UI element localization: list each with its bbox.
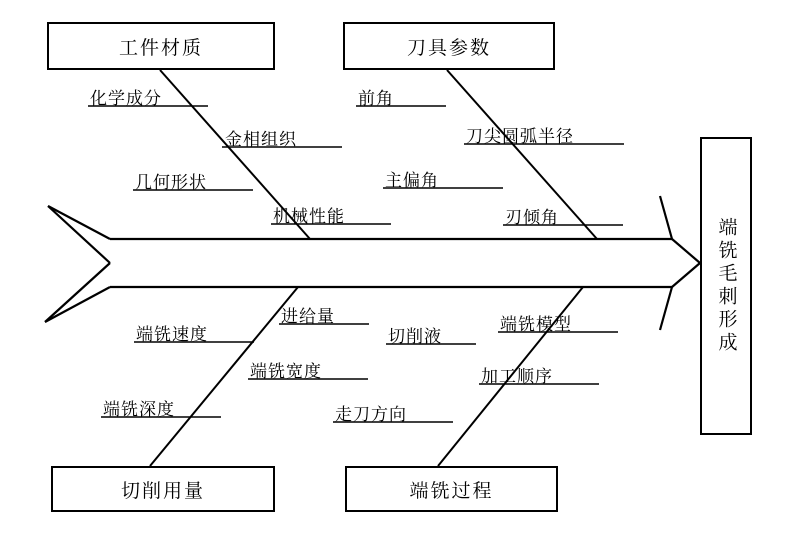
cause-label-edge-inclination-angle: 刃倾角 xyxy=(505,208,559,227)
cause-label-chemical-composition: 化学成分 xyxy=(90,89,162,108)
cause-label-nose-radius: 刀尖圆弧半径 xyxy=(466,127,574,146)
cause-label-feed-rate: 进给量 xyxy=(281,307,335,326)
category-box-cutting-amount[interactable] xyxy=(51,466,275,512)
cause-label-main-deflection-angle: 主偏角 xyxy=(385,171,439,190)
effect-box[interactable] xyxy=(700,137,752,435)
category-box-workpiece-material[interactable] xyxy=(47,22,275,70)
cause-label-mechanical-property: 机械性能 xyxy=(273,207,345,226)
category-box-tool-parameters[interactable] xyxy=(343,22,555,70)
cause-label-rake-angle: 前角 xyxy=(358,89,394,108)
category-label-tool-parameters: 刀具参数 xyxy=(406,37,491,59)
effect-label: 端铣毛刺形成 xyxy=(715,217,737,355)
sub-bones-workpiece-material xyxy=(88,106,391,224)
cause-label-geometric-shape: 几何形状 xyxy=(135,173,207,192)
category-label-face-milling-process: 端铣过程 xyxy=(409,480,494,502)
cause-label-cutting-fluid: 切削液 xyxy=(388,327,442,346)
cause-label-face-milling-model: 端铣模型 xyxy=(500,315,572,334)
spine xyxy=(110,239,672,287)
cause-label-face-milling-speed: 端铣速度 xyxy=(136,325,208,344)
cause-label-tool-path-direction: 走刀方向 xyxy=(335,405,407,424)
cause-label-machining-sequence: 加工顺序 xyxy=(481,367,553,386)
category-label-cutting-amount: 切削用量 xyxy=(120,480,205,502)
cause-label-face-milling-depth: 端铣深度 xyxy=(103,400,175,419)
category-box-face-milling-process[interactable] xyxy=(345,466,558,512)
category-label-workpiece-material: 工件材质 xyxy=(118,37,203,59)
spine-tail xyxy=(45,206,110,322)
cause-label-metallographic-structure: 金相组织 xyxy=(225,130,297,149)
cause-label-face-milling-width: 端铣宽度 xyxy=(250,362,322,381)
spine-arrowhead xyxy=(660,196,700,330)
